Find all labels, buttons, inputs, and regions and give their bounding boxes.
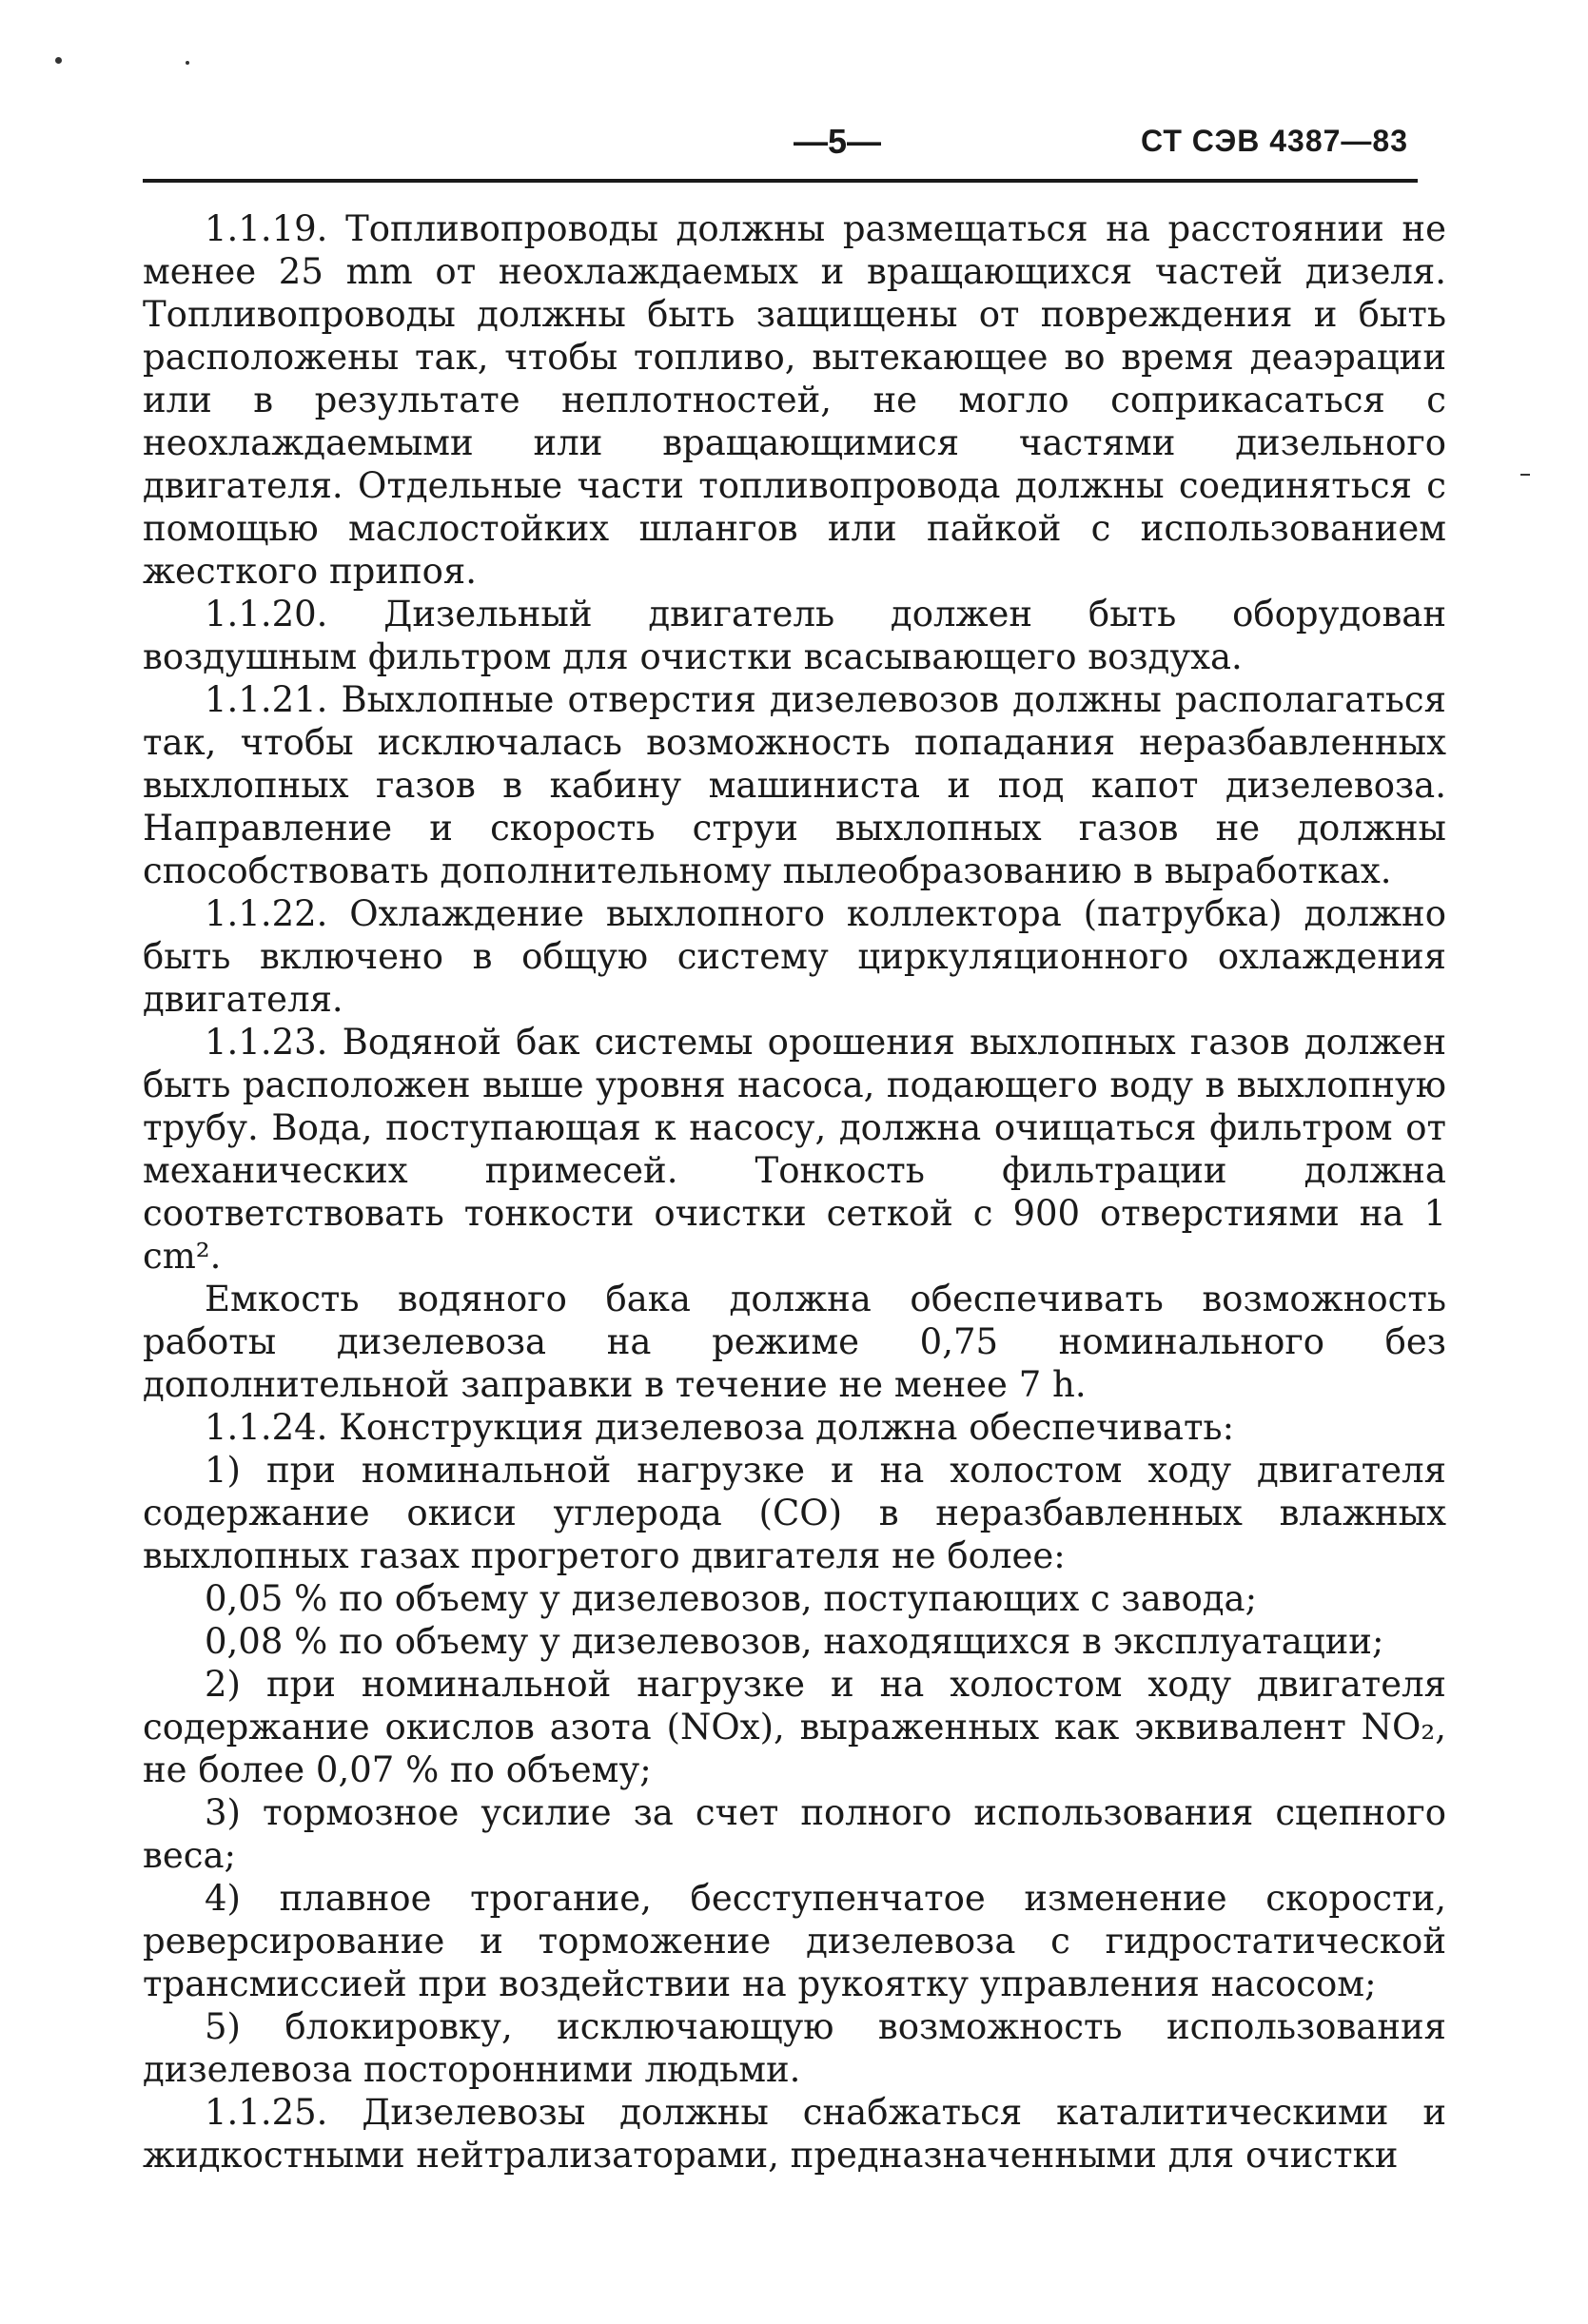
list-subitem-operation: 0,08 % по объему у дизелевозов, находящихся в эксплуатации; — [205, 1621, 1384, 1662]
paragraph-1-1-21: 1.1.21. Выхлопные отверстия дизелевозов должны располагаться так, чтобы исключалась возможность попадания неразбавленных выхлопных газов в кабину машиниста и под капот дизелевоза. Направление и скорость струи выхлопных газов не должны способствовать дополнительному пылеобразованию в выработках. — [143, 679, 1446, 891]
paragraph-1-1-23: 1.1.23. Водяной бак системы орошения выхлопных газов должен быть расположен выше уровня насоса, подающего воду в выхлопную трубу. Вода, поступающая к насосу, должна очищаться фильтром от механических примесей. Тонкость фильтрации должна соответствовать тонкости очистки сеткой с 900 отверстиями на 1 cm². — [143, 1022, 1446, 1277]
page-header — [143, 122, 1446, 179]
paragraph-1-1-19: 1.1.19. Топливопроводы должны размещаться на расстоянии не менее 25 mm от неохлаждаемых и вращающихся частей дизеля. Топливопроводы должны быть защищены от повреждения и быть расположены так, чтобы топливо, вытекающее во время деаэрации или в результате неплотностей, не могло соприкасаться с неохлаждаемыми или вращающимися частями дизельного двигателя. Отдельные части топливопровода должны соединяться с помощью маслостойких шлангов или пайкой с использованием жесткого припоя. — [143, 208, 1446, 592]
paragraph-1-1-25: 1.1.25. Дизелевозы должны снабжаться каталитическими и жидкостными нейтрализаторами, предназначенными для очистки — [143, 2092, 1446, 2176]
scan-speck — [55, 57, 62, 64]
paragraph-1-1-24: 1.1.24. Конструкция дизелевоза должна обеспечивать: — [205, 1407, 1235, 1448]
paragraph-1-1-20: 1.1.20. Дизельный двигатель должен быть оборудован воздушным фильтром для очистки всасывающего воздуха. — [143, 594, 1446, 677]
list-item-2: 2) при номинальной нагрузке и на холостом ходу двигателя содержание окислов азота (NOx), выраженных как эквивалент NO₂, не более 0,07 % по объему; — [143, 1664, 1446, 1790]
paragraph-1-1-22: 1.1.22. Охлаждение выхлопного коллектора (патрубка) должно быть включено в общую систему циркуляционного охлаждения двигателя. — [143, 893, 1446, 1020]
document-code: СТ СЭВ 4387—83 — [1141, 124, 1408, 158]
body-text — [143, 207, 1446, 2177]
list-item-4: 4) плавное трогание, бесступенчатое изменение скорости, реверсирование и торможение дизелевоза с гидростатической трансмиссией при воздействии на рукоятку управления насосом; — [143, 1878, 1446, 2004]
header-divider — [143, 179, 1418, 183]
page-number: —5— — [793, 122, 882, 161]
list-item-3: 3) тормозное усилие за счет полного использования сцепного веса; — [143, 1792, 1446, 1876]
list-subitem-factory: 0,05 % по объему у дизелевозов, поступающих с завода; — [205, 1578, 1258, 1619]
paragraph-tank-capacity: Емкость водяного бака должна обеспечивать возможность работы дизелевоза на режиме 0,75 номинального без дополнительной заправки в течение не менее 7 h. — [143, 1279, 1446, 1405]
scan-speck — [186, 61, 189, 65]
scan-speck — [1520, 474, 1530, 476]
list-item-1: 1) при номинальной нагрузке и на холостом ходу двигателя содержание окиси углерода (СО) в неразбавленных влажных выхлопных газах прогретого двигателя не более: — [143, 1450, 1446, 1576]
list-item-5: 5) блокировку, исключающую возможность использования дизелевоза посторонними людьми. — [143, 2006, 1446, 2090]
